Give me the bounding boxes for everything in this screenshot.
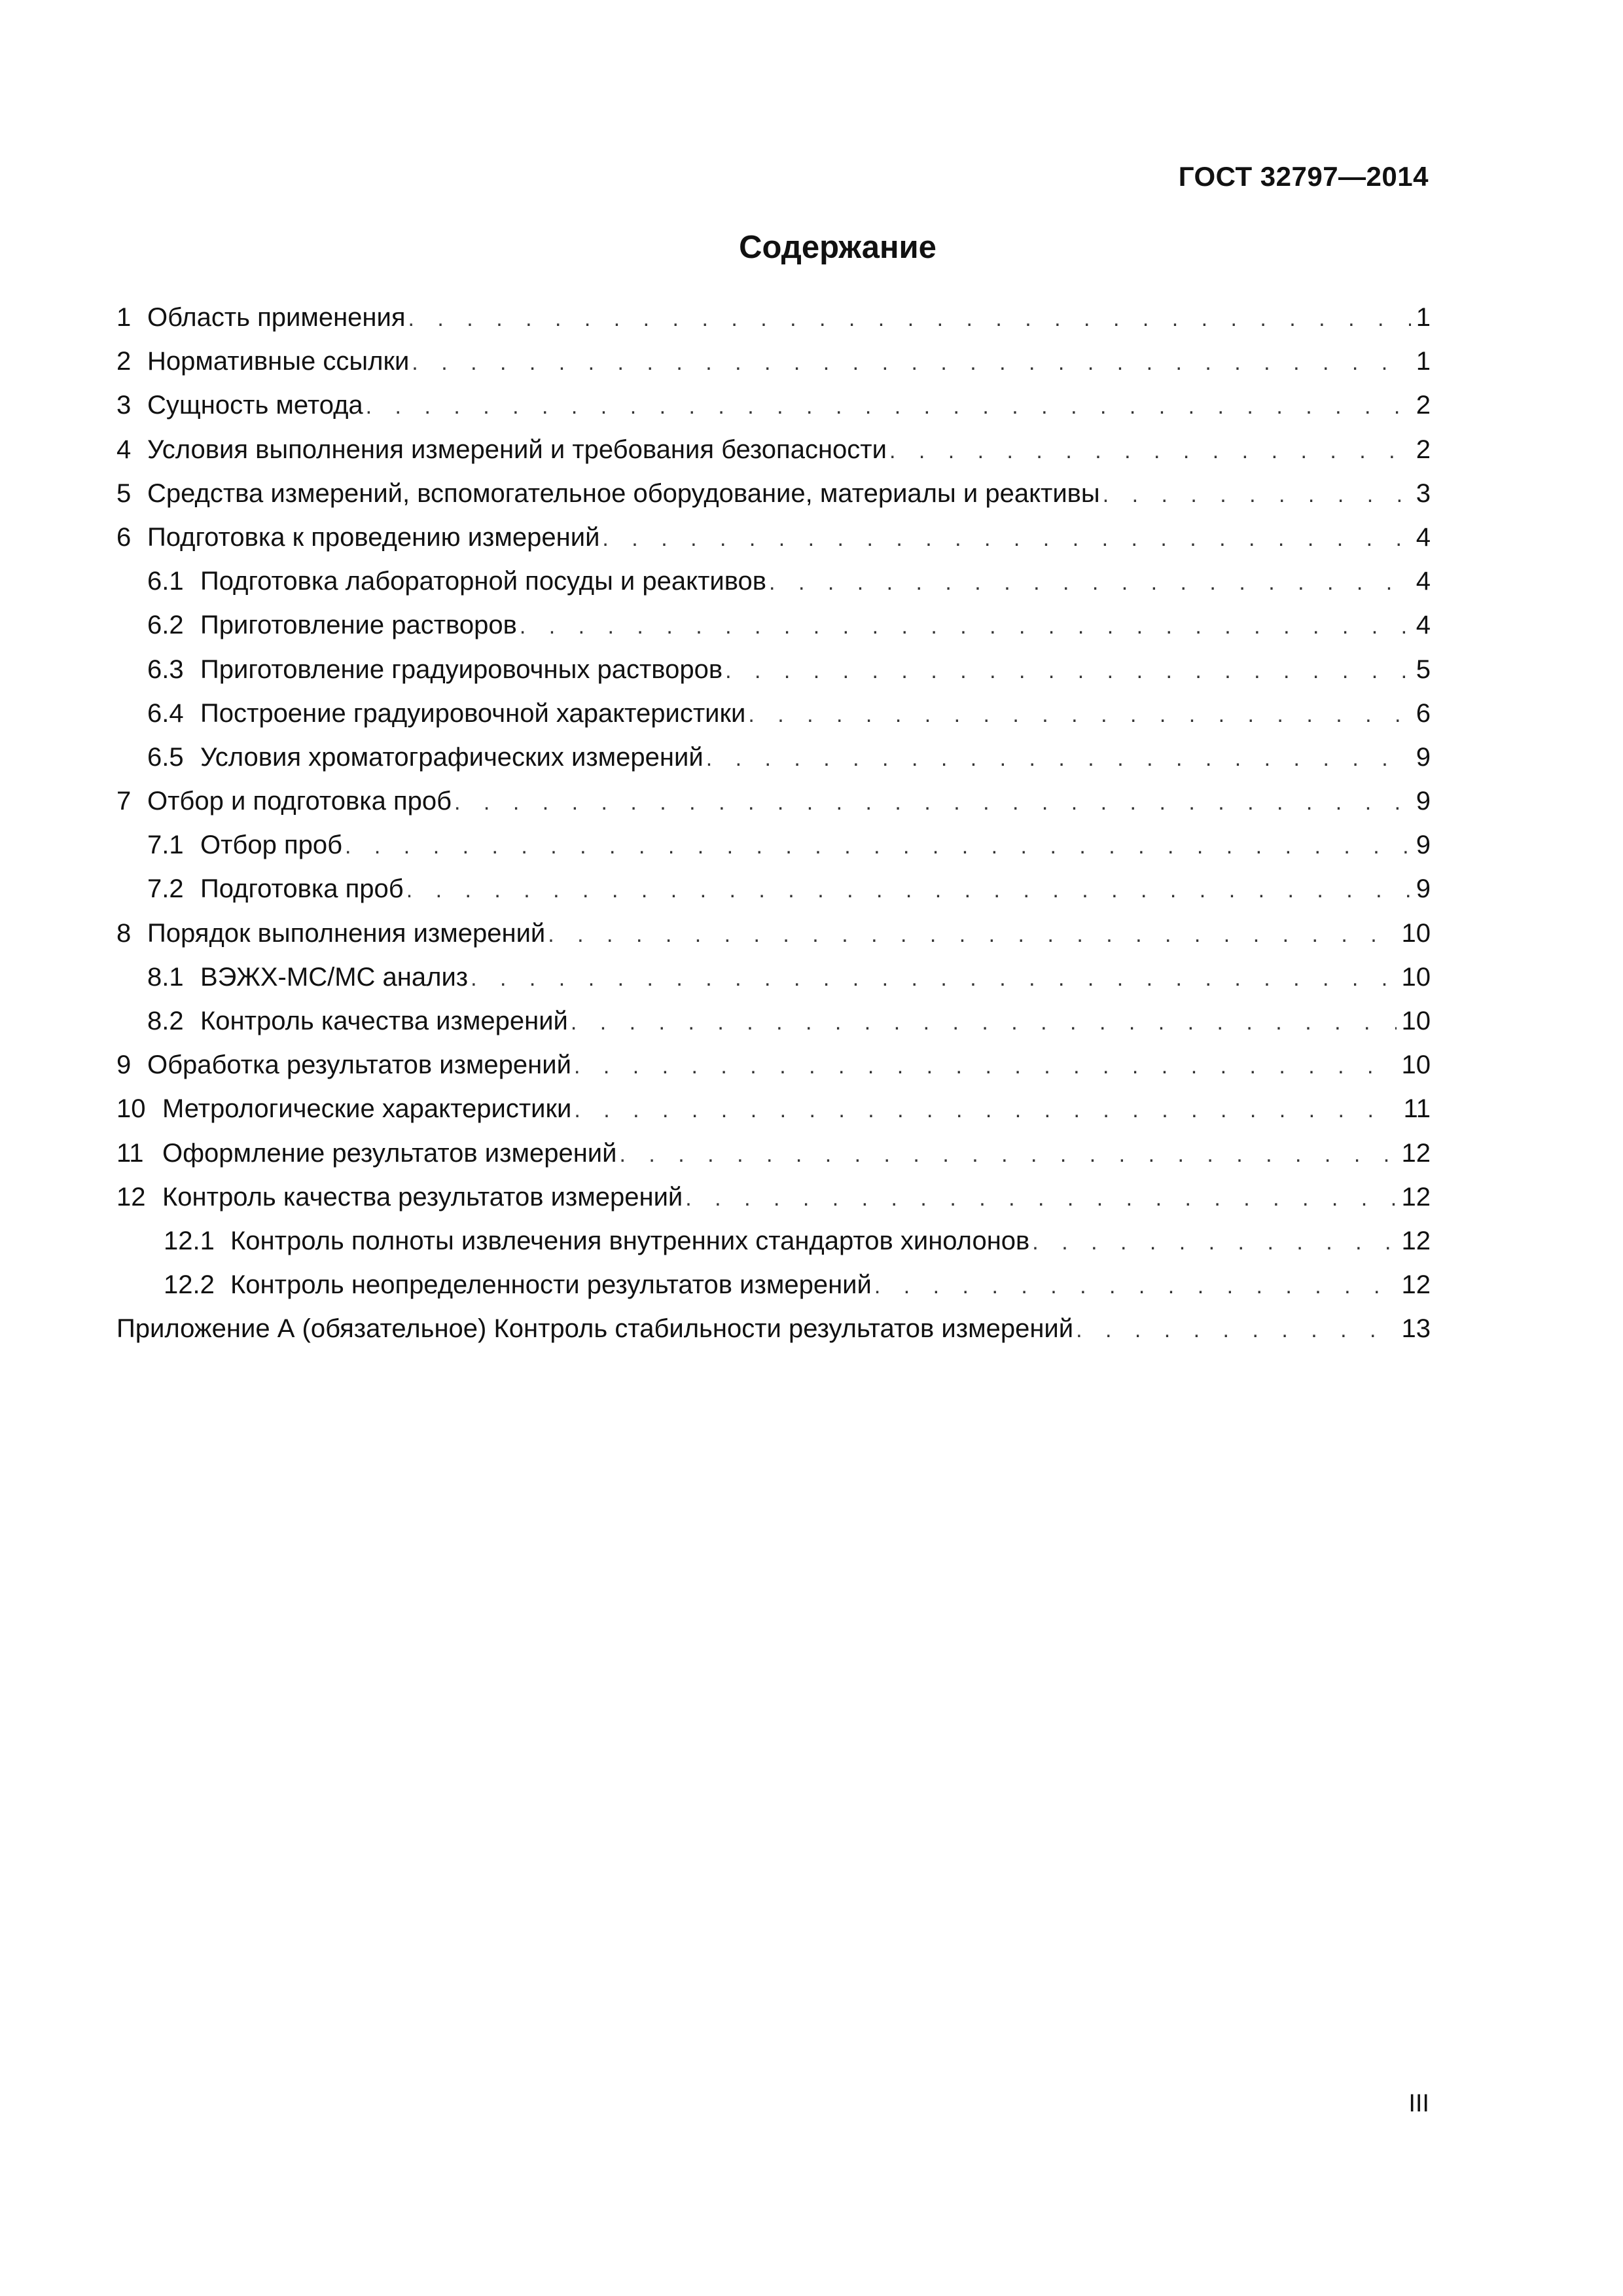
toc-entry-title: Отбор и подготовка проб	[147, 787, 452, 816]
toc-entry-page: 10	[1401, 962, 1431, 992]
toc-entry-number: 8.1	[147, 962, 184, 992]
toc-entry-title: Сущность метода	[147, 391, 363, 420]
toc-title-text: Содержание	[739, 230, 936, 265]
toc-entry-title: Контроль качества измерений	[200, 1007, 568, 1035]
toc-entry-number: 12.1	[164, 1226, 215, 1255]
toc-entry-page: 4	[1416, 567, 1431, 596]
toc-entry-page: 3	[1416, 478, 1431, 508]
toc-entry-page: 5	[1416, 655, 1431, 684]
toc-entry-title: Приготовление растворов	[200, 611, 517, 640]
toc-entry-number: 8	[116, 918, 132, 948]
toc-entry-number: 2	[116, 347, 132, 376]
toc-title	[0, 229, 1571, 266]
toc-entry[interactable]	[116, 340, 1431, 384]
toc-entry[interactable]	[116, 560, 1431, 603]
toc-entry-title: Метрологические характеристики	[162, 1094, 572, 1124]
toc-entry-title: Подготовка лабораторной посуды и реактивов	[200, 567, 767, 596]
toc-entry-page: 12	[1401, 1138, 1431, 1168]
toc-dot-leader	[548, 913, 1396, 957]
toc-dot-leader	[1032, 1221, 1396, 1265]
toc-entry[interactable]	[116, 516, 1431, 560]
toc-dot-leader	[889, 429, 1411, 473]
toc-entry-page: 2	[1416, 391, 1431, 420]
toc-entry-title: Приложение А (обязательное) Контроль стабильности результатов измерений	[116, 1314, 1074, 1344]
toc-entry[interactable]	[116, 692, 1431, 736]
toc-dot-leader	[454, 781, 1411, 825]
toc-entry-page: 12	[1401, 1270, 1431, 1300]
toc-dot-leader	[412, 341, 1410, 385]
toc-entry-number: 7	[116, 787, 132, 816]
toc-entry-number: 7.2	[147, 874, 184, 904]
toc-entry-title: Подготовка проб	[200, 874, 404, 904]
toc-entry-title: Приготовление градуировочных растворов	[200, 655, 723, 684]
toc-entry-number: 4	[116, 435, 132, 464]
toc-dot-leader	[571, 1001, 1397, 1045]
toc-dot-leader	[1076, 1308, 1396, 1352]
toc-entry[interactable]	[116, 999, 1431, 1043]
toc-entry-number: 9	[116, 1050, 132, 1080]
toc-entry-title: Контроль качества результатов измерений	[162, 1182, 683, 1211]
toc-dot-leader	[725, 649, 1411, 693]
toc-entry-number: 6	[116, 522, 132, 552]
toc-entry[interactable]	[116, 823, 1431, 867]
toc-entry-title: Средства измерений, вспомогательное оборудование, материалы и реактивы	[147, 478, 1100, 508]
toc-entry-title: Область применения	[147, 303, 406, 332]
toc-dot-leader	[874, 1265, 1397, 1308]
toc-entry-page: 12	[1401, 1182, 1431, 1211]
table-of-contents	[116, 296, 1431, 1352]
toc-entry-title: Подготовка к проведению измерений	[147, 522, 600, 552]
toc-entry-number: 6.5	[147, 742, 184, 772]
toc-entry-title: Контроль полноты извлечения внутренних стандартов хинолонов	[230, 1226, 1030, 1255]
toc-entry-number: 8.2	[147, 1007, 184, 1035]
toc-dot-leader	[408, 297, 1411, 341]
toc-entry[interactable]	[116, 1043, 1431, 1087]
toc-entry-page: 10	[1401, 1007, 1431, 1035]
toc-entry-number: 11	[116, 1138, 144, 1168]
toc-entry-page: 4	[1416, 522, 1431, 552]
toc-entry[interactable]	[116, 1087, 1431, 1131]
toc-entry-number: 10	[116, 1094, 146, 1124]
toc-entry-page: 12	[1401, 1226, 1431, 1255]
toc-entry[interactable]	[116, 472, 1431, 516]
toc-entry-title: Условия выполнения измерений и требования безопасности	[147, 435, 887, 464]
toc-entry-number: 3	[116, 391, 132, 420]
toc-entry-title: Условия хроматографических измерений	[200, 742, 704, 772]
toc-dot-leader	[471, 957, 1396, 1001]
toc-entry[interactable]	[116, 780, 1431, 823]
toc-entry-number: 6.2	[147, 611, 184, 640]
toc-dot-leader	[685, 1177, 1396, 1221]
toc-entry-page: 6	[1416, 698, 1431, 728]
toc-entry-number: 6.3	[147, 655, 184, 684]
toc-entry[interactable]	[116, 1263, 1431, 1307]
toc-entry-number: 12.2	[164, 1270, 215, 1300]
toc-entry[interactable]	[116, 1175, 1431, 1219]
toc-dot-leader	[602, 517, 1410, 561]
toc-entry-number: 7.1	[147, 831, 184, 860]
toc-entry-title: Нормативные ссылки	[147, 347, 410, 376]
toc-dot-leader	[748, 693, 1410, 737]
toc-entry-page: 11	[1403, 1094, 1431, 1124]
toc-entry[interactable]	[116, 296, 1431, 340]
toc-entry[interactable]	[116, 912, 1431, 956]
toc-dot-leader	[366, 385, 1411, 429]
toc-entry-title: Построение градуировочной характеристики	[200, 698, 746, 728]
document-id: ГОСТ 32797—2014	[1178, 161, 1429, 192]
toc-entry-title: Порядок выполнения измерений	[147, 918, 546, 948]
toc-entry-page: 1	[1416, 347, 1431, 376]
toc-entry-number: 6.1	[147, 567, 184, 596]
toc-entry-title: Обработка результатов измерений	[147, 1050, 571, 1080]
toc-dot-leader	[520, 605, 1411, 649]
toc-entry-page: 2	[1416, 435, 1431, 464]
toc-entry[interactable]	[116, 384, 1431, 427]
toc-entry-title: Отбор проб	[200, 831, 343, 860]
toc-entry-page: 10	[1401, 1050, 1431, 1080]
toc-entry[interactable]	[116, 1219, 1431, 1263]
toc-entry-number: 6.4	[147, 698, 184, 728]
toc-entry-page: 9	[1416, 742, 1431, 772]
toc-entry-page: 10	[1401, 918, 1431, 948]
toc-entry-page: 9	[1416, 787, 1431, 816]
toc-dot-leader	[406, 869, 1411, 912]
toc-entry-page: 4	[1416, 611, 1431, 640]
toc-dot-leader	[706, 737, 1411, 781]
toc-entry-page: 13	[1401, 1314, 1431, 1344]
toc-dot-leader	[345, 825, 1411, 869]
toc-entry[interactable]	[116, 736, 1431, 780]
toc-dot-leader	[769, 561, 1411, 605]
toc-dot-leader	[574, 1045, 1397, 1088]
toc-entry-page: 9	[1416, 831, 1431, 860]
toc-entry[interactable]	[116, 1307, 1431, 1351]
toc-entry-page: 9	[1416, 874, 1431, 904]
toc-entry-title: Оформление результатов измерений	[162, 1138, 617, 1168]
toc-entry[interactable]	[116, 1132, 1431, 1175]
toc-dot-leader	[620, 1133, 1397, 1177]
toc-entry-title: Контроль неопределенности результатов измерений	[230, 1270, 872, 1300]
toc-dot-leader	[574, 1088, 1398, 1132]
toc-entry[interactable]	[116, 428, 1431, 472]
toc-entry[interactable]	[116, 648, 1431, 692]
toc-entry[interactable]	[116, 867, 1431, 911]
toc-entry-page: 1	[1416, 303, 1431, 332]
toc-entry[interactable]	[116, 603, 1431, 647]
page-number: III	[1408, 2090, 1429, 2117]
toc-entry-title: ВЭЖХ-МС/МС анализ	[200, 962, 469, 992]
toc-dot-leader	[1103, 473, 1411, 517]
toc-entry-number: 5	[116, 478, 132, 508]
toc-entry[interactable]	[116, 956, 1431, 999]
toc-entry-number: 12	[116, 1182, 146, 1211]
toc-entry-number: 1	[116, 303, 132, 332]
